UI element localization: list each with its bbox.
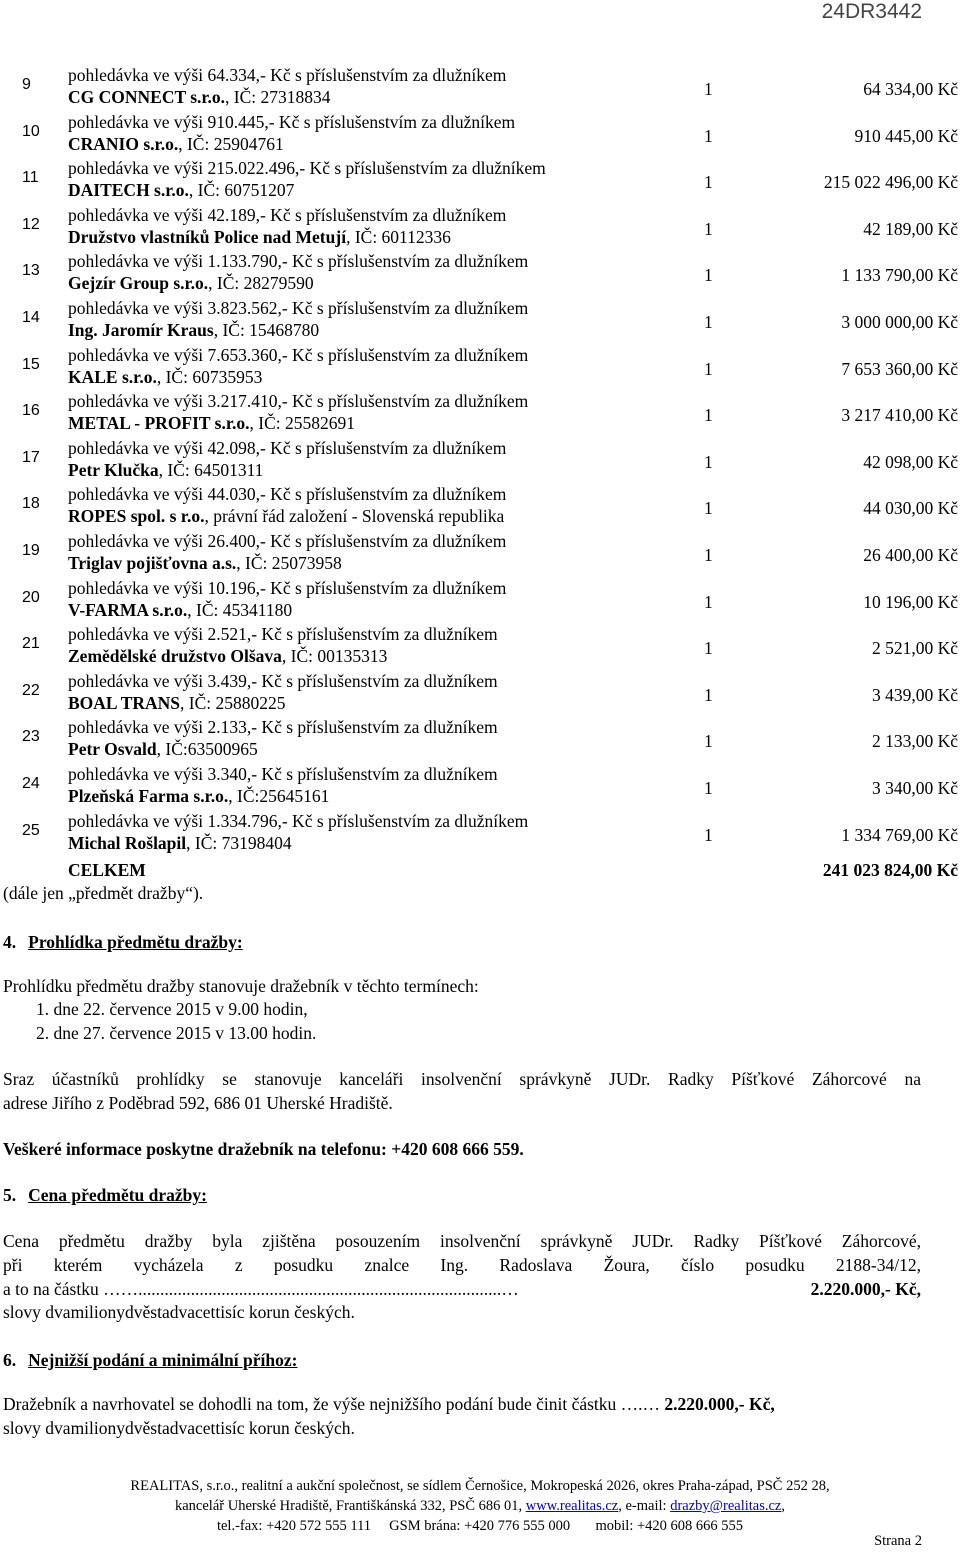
claim-amount: 26 400,00 Kč bbox=[863, 544, 958, 565]
claim-row bbox=[0, 158, 960, 205]
claim-quantity: 1 bbox=[704, 358, 713, 379]
debtor-name: BOAL TRANS bbox=[68, 692, 181, 713]
claim-description: pohledávka ve výši 910.445,- Kč s příslušenstvím za dlužníkem bbox=[68, 111, 516, 132]
claim-debtor bbox=[68, 227, 451, 248]
debtor-name: Gejzír Group s.r.o. bbox=[68, 273, 209, 294]
claim-description: pohledávka ve výši 1.334.796,- Kč s příslušenstvím za dlužníkem bbox=[68, 810, 529, 831]
debtor-name: V-FARMA s.r.o. bbox=[68, 599, 188, 620]
debtor-id: , IČ: 73198404 bbox=[186, 832, 292, 853]
claim-number: 17 bbox=[22, 448, 40, 466]
claim-number: 24 bbox=[22, 774, 40, 792]
inspection-date-2: 2. dne 27. července 2015 v 13.00 hodin. bbox=[36, 1022, 317, 1043]
claim-quantity: 1 bbox=[704, 451, 713, 472]
claim-row bbox=[0, 391, 960, 438]
debtor-id: , IČ: 15468780 bbox=[213, 319, 320, 340]
footer-phones: tel.-fax: +420 572 555 111 GSM brána: +420 776 555 000 mobil: +420 608 666 555 bbox=[216, 1518, 744, 1534]
claim-amount: 7 653 360,00 Kč bbox=[841, 358, 958, 379]
claim-quantity: 1 bbox=[704, 79, 713, 99]
claim-debtor bbox=[68, 134, 284, 155]
claim-quantity: 1 bbox=[704, 591, 713, 612]
debtor-name: KALE s.r.o. bbox=[68, 366, 157, 387]
claim-debtor bbox=[68, 739, 258, 760]
claims-table bbox=[0, 65, 960, 857]
page-number: Strana 2 bbox=[874, 1533, 922, 1549]
claim-debtor bbox=[68, 553, 342, 574]
footer-company: REALITAS, s.r.o., realitní a aukční společnost, se sídlem Černošice, Mokropeská 2026, okres Praha-západ, PSČ 252 28, bbox=[130, 1478, 830, 1494]
claim-description: pohledávka ve výši 7.653.360,- Kč s příslušenstvím za dlužníkem bbox=[68, 344, 529, 365]
claim-number: 9 bbox=[22, 76, 31, 93]
claim-row bbox=[0, 811, 960, 858]
claim-debtor bbox=[68, 367, 262, 388]
debtor-id: , IČ: 00135313 bbox=[281, 646, 388, 667]
website-link[interactable]: www.realitas.cz bbox=[525, 1498, 619, 1514]
claim-description: pohledávka ve výši 2.521,- Kč s příslušenstvím za dlužníkem bbox=[68, 624, 498, 645]
debtor-id: , IČ: 60751207 bbox=[188, 180, 295, 201]
debtor-name: Plzeňská Farma s.r.o. bbox=[68, 785, 229, 806]
claim-number: 15 bbox=[22, 355, 40, 373]
claim-amount: 1 133 790,00 Kč bbox=[841, 265, 958, 286]
claim-number: 25 bbox=[22, 821, 40, 839]
claim-debtor bbox=[68, 506, 504, 527]
claim-row bbox=[0, 578, 960, 625]
claim-quantity: 1 bbox=[704, 777, 713, 798]
claim-debtor bbox=[68, 320, 319, 341]
section-5-title: Cena předmětu dražby: bbox=[28, 1185, 207, 1205]
claim-row bbox=[0, 112, 960, 159]
debtor-name: METAL - PROFIT s.r.o. bbox=[68, 413, 250, 434]
claim-description: pohledávka ve výši 3.340,- Kč s příslušenstvím za dlužníkem bbox=[68, 763, 498, 784]
claim-debtor bbox=[68, 693, 286, 714]
claim-quantity: 1 bbox=[704, 172, 713, 193]
debtor-name: Michal Rošlapil bbox=[68, 832, 187, 853]
debtor-name: CRANIO s.r.o. bbox=[68, 133, 179, 154]
subject-note: (dále jen „předmět dražby“). bbox=[3, 883, 204, 903]
min-bid-amount: 2.220.000,- Kč, bbox=[664, 1394, 775, 1414]
footer-comma: , bbox=[781, 1498, 785, 1514]
debtor-name: ROPES spol. s r.o. bbox=[68, 506, 205, 527]
claim-amount: 3 439,00 Kč bbox=[871, 684, 958, 705]
claim-number: 20 bbox=[22, 588, 40, 606]
min-bid-lead: Dražebník a navrhovatel se dohodli na tom, že výše nejnižšího podání bude činit částku ….… bbox=[3, 1394, 661, 1414]
claim-row bbox=[0, 205, 960, 252]
meeting-point-line-1: Sraz účastníků prohlídky se stanovuje kanceláři insolvenční správkyně JUDr. Radky Píšťkové Záhorcové na bbox=[3, 1069, 921, 1089]
claim-quantity: 1 bbox=[704, 311, 713, 332]
debtor-name: DAITECH s.r.o. bbox=[68, 180, 189, 201]
claim-amount: 2 133,00 Kč bbox=[871, 731, 958, 752]
inspection-dates bbox=[36, 998, 316, 1045]
debtor-id: , IČ: 45341180 bbox=[187, 599, 293, 620]
email-link[interactable]: drazby@realitas.cz bbox=[670, 1498, 782, 1514]
debtor-id: , IČ: 64501311 bbox=[158, 459, 264, 480]
claim-description: pohledávka ve výši 2.133,- Kč s příslušenstvím za dlužníkem bbox=[68, 717, 498, 738]
debtor-id: , IČ: 60735953 bbox=[156, 366, 263, 387]
claim-description: pohledávka ve výši 26.400,- Kč s příslušenstvím za dlužníkem bbox=[68, 530, 507, 551]
debtor-id: , IČ: 25904761 bbox=[178, 133, 284, 154]
debtor-name: Družstvo vlastníků Police nad Metují bbox=[68, 226, 347, 247]
section-5-heading bbox=[3, 1185, 207, 1206]
claim-quantity: 1 bbox=[704, 638, 713, 659]
claim-quantity: 1 bbox=[704, 218, 713, 239]
claim-quantity: 1 bbox=[704, 265, 713, 286]
claim-debtor bbox=[68, 460, 263, 481]
claim-description: pohledávka ve výši 215.022.496,- Kč s příslušenstvím za dlužníkem bbox=[68, 158, 546, 179]
claim-description: pohledávka ve výši 1.133.790,- Kč s příslušenstvím za dlužníkem bbox=[68, 251, 529, 272]
contact-info: Veškeré informace poskytne dražebník na telefonu: +420 608 666 559. bbox=[3, 1139, 524, 1159]
debtor-id: , IČ:63500965 bbox=[156, 739, 258, 760]
claim-amount: 10 196,00 Kč bbox=[863, 591, 958, 612]
price-line-1: Cena předmětu dražby byla zjištěna posouzením insolvenční správkyně JUDr. Radky Píšťkové Záhorcové, bbox=[3, 1231, 921, 1251]
claim-number: 13 bbox=[22, 262, 40, 280]
claim-amount: 42 189,00 Kč bbox=[863, 218, 958, 239]
price-amount-lead: a to na částku ……...................................................................................… bbox=[3, 1279, 519, 1299]
debtor-id: , IČ:25645161 bbox=[228, 785, 330, 806]
footer-office-text: kancelář Uherské Hradiště, Františkánská 332, PSČ 686 01, bbox=[175, 1498, 523, 1514]
price-amount: 2.220.000,- Kč, bbox=[807, 1278, 921, 1302]
debtor-id: , IČ: 27318834 bbox=[225, 87, 331, 107]
section-4-number: 4. bbox=[3, 932, 17, 952]
claim-number: 16 bbox=[22, 402, 40, 420]
price-words: slovy dvamilionydvěstadvacettisíc korun českých. bbox=[3, 1302, 355, 1322]
total-amount: 241 023 824,00 Kč bbox=[822, 860, 958, 880]
claim-quantity: 1 bbox=[704, 824, 713, 845]
claim-debtor bbox=[68, 646, 387, 667]
claim-description: pohledávka ve výši 44.030,- Kč s příslušenstvím za dlužníkem bbox=[68, 484, 507, 505]
claim-row bbox=[0, 298, 960, 345]
debtor-name: Petr Osvald bbox=[68, 739, 157, 760]
claim-number: 22 bbox=[22, 681, 40, 699]
section-4-heading bbox=[3, 932, 243, 953]
claim-number: 14 bbox=[22, 308, 40, 326]
claim-debtor bbox=[68, 180, 294, 201]
claim-number: 21 bbox=[22, 635, 40, 653]
claim-quantity: 1 bbox=[704, 544, 713, 565]
claim-description: pohledávka ve výši 3.823.562,- Kč s příslušenstvím za dlužníkem bbox=[68, 297, 529, 318]
total-row bbox=[0, 860, 960, 884]
claim-description: pohledávka ve výši 42.189,- Kč s příslušenstvím za dlužníkem bbox=[68, 204, 507, 225]
min-bid-words: slovy dvamilionydvěstadvacettisíc korun českých. bbox=[3, 1418, 355, 1438]
claim-description: pohledávka ve výši 10.196,- Kč s příslušenstvím za dlužníkem bbox=[68, 577, 507, 598]
section-5-number: 5. bbox=[3, 1185, 17, 1205]
claim-row bbox=[0, 717, 960, 764]
debtor-id: , IČ: 25582691 bbox=[249, 413, 356, 434]
footer bbox=[0, 1476, 960, 1536]
claim-quantity: 1 bbox=[704, 684, 713, 705]
total-label: CELKEM bbox=[68, 860, 146, 880]
claim-number: 12 bbox=[22, 215, 40, 233]
section-4-title: Prohlídka předmětu dražby: bbox=[28, 932, 243, 952]
claim-row bbox=[0, 251, 960, 298]
price-line-2: při kterém vycházela z posudku znalce Ing. Radoslava Žoura, číslo posudku 2188-34/12, bbox=[3, 1255, 921, 1275]
claim-amount: 64 334,00 Kč bbox=[863, 79, 958, 99]
section-6-number: 6. bbox=[3, 1350, 17, 1370]
claim-number: 19 bbox=[22, 541, 40, 559]
claim-debtor bbox=[68, 87, 331, 108]
debtor-id: , IČ: 60112336 bbox=[346, 226, 451, 247]
price-line-3 bbox=[3, 1278, 921, 1302]
claim-row bbox=[0, 764, 960, 811]
claim-number: 23 bbox=[22, 728, 40, 746]
claim-number: 11 bbox=[22, 169, 39, 187]
debtor-name: Triglav pojišťovna a.s. bbox=[68, 552, 237, 573]
claim-debtor bbox=[68, 833, 292, 854]
claim-debtor bbox=[68, 786, 329, 807]
claim-number: 10 bbox=[22, 122, 40, 140]
claim-quantity: 1 bbox=[704, 731, 713, 752]
claim-row bbox=[0, 65, 960, 112]
claim-debtor bbox=[68, 600, 292, 621]
debtor-name: Ing. Jaromír Kraus bbox=[68, 319, 214, 340]
claim-description: pohledávka ve výši 3.217.410,- Kč s příslušenstvím za dlužníkem bbox=[68, 391, 529, 412]
section-6-heading bbox=[3, 1350, 297, 1371]
footer-office bbox=[0, 1496, 960, 1516]
claim-row bbox=[0, 671, 960, 718]
claim-quantity: 1 bbox=[704, 405, 713, 426]
claim-amount: 42 098,00 Kč bbox=[863, 451, 958, 472]
claim-row bbox=[0, 531, 960, 578]
debtor-name: Zemědělské družstvo Olšava bbox=[68, 646, 282, 667]
claim-description: pohledávka ve výši 42.098,- Kč s příslušenstvím za dlužníkem bbox=[68, 437, 507, 458]
debtor-id: , IČ: 28279590 bbox=[208, 273, 314, 294]
claim-amount: 3 217 410,00 Kč bbox=[841, 405, 958, 426]
claim-row bbox=[0, 484, 960, 531]
claim-quantity: 1 bbox=[704, 125, 713, 146]
claim-amount: 44 030,00 Kč bbox=[863, 498, 958, 519]
section-6-title: Nejnižší podání a minimální příhoz: bbox=[28, 1350, 298, 1370]
meeting-point-line-2: adrese Jiřího z Poděbrad 592, 686 01 Uherské Hradiště. bbox=[3, 1093, 393, 1113]
debtor-id: , právní řád založení - Slovenská republika bbox=[204, 506, 505, 527]
debtor-name: Petr Klučka bbox=[68, 459, 159, 480]
claim-amount: 3 340,00 Kč bbox=[871, 777, 958, 798]
claim-description: pohledávka ve výši 3.439,- Kč s příslušenstvím za dlužníkem bbox=[68, 670, 498, 691]
claim-description: pohledávka ve výši 64.334,- Kč s příslušenstvím za dlužníkem bbox=[68, 65, 507, 85]
inspection-date-1: 1. dne 22. července 2015 v 9.00 hodin, bbox=[36, 999, 308, 1019]
debtor-name: CG CONNECT s.r.o. bbox=[68, 87, 226, 107]
claim-amount: 3 000 000,00 Kč bbox=[841, 311, 958, 332]
claim-quantity: 1 bbox=[704, 498, 713, 519]
claim-row bbox=[0, 624, 960, 671]
inspection-intro: Prohlídku předmětu dražby stanovuje dražebník v těchto termínech: bbox=[3, 976, 479, 996]
footer-email-label: , e-mail: bbox=[618, 1498, 667, 1514]
claim-row bbox=[0, 345, 960, 392]
claim-number: 18 bbox=[22, 495, 40, 513]
claim-row bbox=[0, 438, 960, 485]
debtor-id: , IČ: 25880225 bbox=[180, 692, 286, 713]
min-bid-line-1 bbox=[3, 1393, 921, 1417]
claim-debtor bbox=[68, 273, 314, 294]
document-id: 24DR3442 bbox=[821, 0, 922, 23]
claim-amount: 215 022 496,00 Kč bbox=[823, 172, 958, 193]
claim-amount: 1 334 769,00 Kč bbox=[841, 824, 958, 845]
debtor-id: , IČ: 25073958 bbox=[236, 552, 342, 573]
claim-amount: 910 445,00 Kč bbox=[854, 125, 958, 146]
claim-debtor bbox=[68, 413, 355, 434]
claim-amount: 2 521,00 Kč bbox=[871, 638, 958, 659]
